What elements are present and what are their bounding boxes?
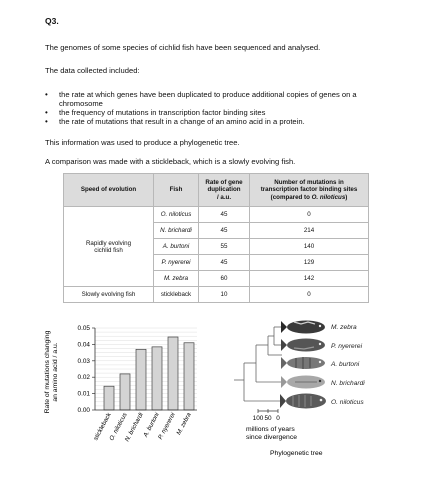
cell-duplication: 55 bbox=[199, 239, 250, 255]
time-axis-label-line2: since divergence bbox=[246, 434, 298, 441]
cell-fish: O. niloticus bbox=[154, 207, 199, 223]
scale-label: 100 bbox=[252, 415, 264, 422]
y-tick-label: 0.03 bbox=[77, 357, 90, 365]
bullet-item: • the frequency of mutations in transcription factor binding sites bbox=[45, 108, 385, 117]
x-tick-label: N. brichardi bbox=[123, 411, 145, 443]
y-tick-labels bbox=[78, 325, 95, 414]
y-axis-label-line1: Rate of mutations changing bbox=[44, 330, 51, 414]
data-bullet-list bbox=[45, 90, 385, 126]
cell-duplication: 45 bbox=[199, 255, 250, 271]
cell-duplication: 10 bbox=[199, 287, 250, 303]
bar bbox=[184, 343, 194, 410]
cell-mutations: 129 bbox=[250, 255, 369, 271]
cell-mutations: 0 bbox=[250, 287, 369, 303]
table-row bbox=[64, 287, 369, 303]
y-axis-label-line2: an amino acid / a.u. bbox=[52, 342, 59, 402]
cell-mutations: 214 bbox=[250, 223, 369, 239]
bullet-item: • the rate at which genes have been duplicated to produce additional copies of genes on a chromosome bbox=[45, 90, 385, 108]
cell-mutations: 0 bbox=[250, 207, 369, 223]
fish-silhouettes bbox=[280, 321, 326, 409]
cell-fish: A. burtoni bbox=[154, 239, 199, 255]
cell-fish: stickleback bbox=[154, 287, 199, 303]
bar bbox=[136, 349, 146, 410]
cell-fish: M. zebra bbox=[154, 271, 199, 287]
cell-fish: P. nyererei bbox=[154, 255, 199, 271]
data-intro-paragraph: The data collected included: bbox=[45, 66, 140, 75]
cell-mutations: 140 bbox=[250, 239, 369, 255]
data-table bbox=[63, 173, 369, 303]
bars bbox=[104, 337, 194, 410]
cell-duplication: 45 bbox=[199, 207, 250, 223]
bullet-item: • the rate of mutations that result in a change of an amino acid in a protein. bbox=[45, 117, 385, 126]
fish-icon bbox=[281, 376, 325, 389]
group-slow: Slowly evolving fish bbox=[64, 287, 154, 303]
time-scale bbox=[253, 409, 281, 422]
scale-label: 0 bbox=[276, 415, 280, 422]
header-mutations: Number of mutations in transcription factor binding sites (compared to O. niloticus) bbox=[250, 174, 369, 207]
scale-label: 50 bbox=[264, 415, 272, 422]
x-tick-label: P. nyererei bbox=[156, 411, 177, 441]
group-rapid: Rapidly evolving cichlid fish bbox=[64, 207, 154, 287]
species-label: N. brichardi bbox=[331, 380, 365, 387]
header-fish: Fish bbox=[154, 174, 199, 207]
y-tick-label: 0.05 bbox=[77, 325, 90, 332]
fish-icon bbox=[281, 321, 325, 334]
species-label: O. niloticus bbox=[331, 399, 364, 406]
cell-duplication: 60 bbox=[199, 271, 250, 287]
bar bbox=[104, 386, 114, 410]
time-axis-label-line1: millions of years bbox=[246, 426, 295, 433]
fish-icon bbox=[281, 357, 325, 369]
x-tick-labels bbox=[92, 411, 193, 443]
phylogenetic-tree bbox=[228, 308, 423, 468]
tree-branches bbox=[234, 327, 282, 401]
cell-fish: N. brichardi bbox=[154, 223, 199, 239]
cell-duplication: 45 bbox=[199, 223, 250, 239]
intro-paragraph: The genomes of some species of cichlid fish have been sequenced and analysed. bbox=[45, 43, 321, 52]
bar bbox=[120, 374, 130, 410]
bar bbox=[168, 337, 178, 410]
mutation-rate-bar-chart bbox=[40, 318, 230, 453]
y-tick-label: 0.04 bbox=[77, 341, 90, 349]
species-labels bbox=[330, 324, 365, 406]
species-label: P. nyererei bbox=[331, 343, 363, 350]
x-tick-label: A. burtoni bbox=[142, 411, 161, 439]
fish-icon bbox=[281, 339, 325, 352]
header-speed: Speed of evolution bbox=[64, 174, 154, 207]
tree-paragraph: This information was used to produce a phylogenetic tree. bbox=[45, 138, 240, 147]
comparison-paragraph: A comparison was made with a stickleback, which is a slowly evolving fish. bbox=[45, 157, 296, 166]
fish-icon bbox=[280, 394, 326, 409]
species-label: M. zebra bbox=[331, 324, 357, 331]
question-number: Q3. bbox=[45, 16, 59, 26]
y-tick-label: 0.02 bbox=[77, 374, 90, 382]
x-tick-label: M. zebra bbox=[175, 411, 193, 437]
tree-caption: Phylogenetic tree bbox=[270, 450, 323, 457]
cell-mutations: 142 bbox=[250, 271, 369, 287]
table-row bbox=[64, 207, 369, 223]
x-tick-label: stickleback bbox=[92, 411, 113, 442]
table-header-row bbox=[64, 174, 369, 207]
header-duplication: Rate of gene duplication / a.u. bbox=[199, 174, 250, 207]
species-label: A. burtoni bbox=[331, 361, 360, 368]
y-tick-label: 0.00 bbox=[77, 407, 90, 414]
x-tick-label: O. niloticus bbox=[108, 411, 129, 442]
bar bbox=[152, 347, 162, 410]
y-tick-label: 0.01 bbox=[77, 390, 90, 398]
